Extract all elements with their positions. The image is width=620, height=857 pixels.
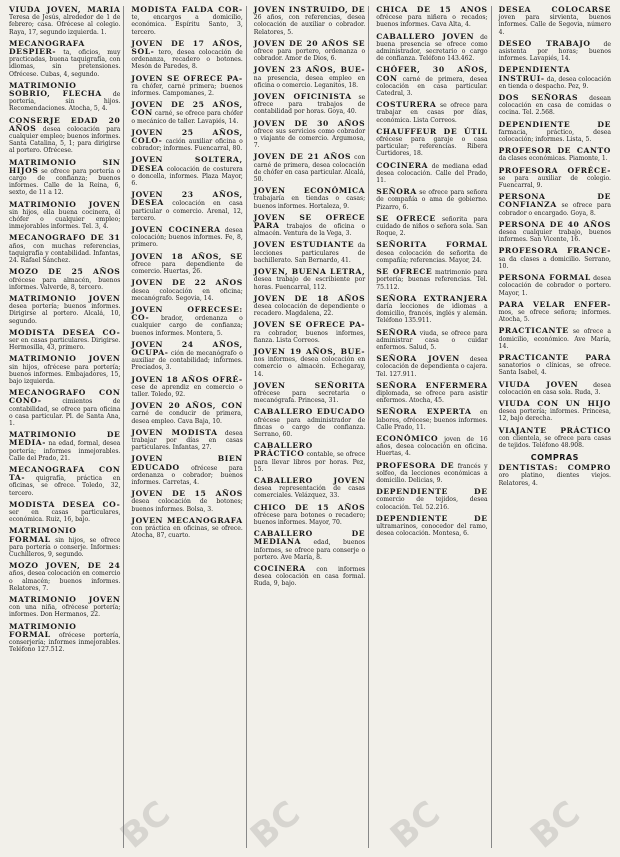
ad-heading: PERSONA DE CONFIANZA bbox=[498, 192, 611, 210]
classified-ad bbox=[499, 147, 611, 162]
ad-heading: PRACTICANTE PARA bbox=[498, 352, 611, 362]
watermark: BC bbox=[113, 793, 178, 857]
classified-ad bbox=[499, 327, 611, 350]
ad-heading: JOVEN DE 25 AÑOS, CON bbox=[131, 100, 243, 118]
ad-body: ofrécese para niñera o recados; buenos informes. Cava Alta, 4. bbox=[376, 14, 488, 29]
ad-body: con una niña, ofrécese portería; informes. Don Hermanos, 22. bbox=[9, 604, 121, 619]
ad-heading: CABALLERO JOVEN bbox=[376, 31, 475, 41]
ad-body: comercio de tejidos, desea colocación. Tel. 52.216. bbox=[376, 496, 488, 511]
classified-ad bbox=[254, 382, 365, 405]
ad-body: se ofrece a domicilio, económico. Ave María, 14. bbox=[498, 328, 611, 350]
classified-ad bbox=[131, 101, 242, 125]
ad-heading: JOVEN 23 AÑOS, DESEA bbox=[131, 190, 243, 208]
ad-heading: MECANOGRAFA CON TA- bbox=[9, 464, 121, 483]
ad-heading: MATRIMONIO SIN HIJOS bbox=[9, 157, 121, 175]
ad-heading: COCINERA bbox=[253, 564, 306, 573]
ad-body: desea colocación de botones; buenos informes. Bolsa, 3. bbox=[131, 498, 243, 513]
classified-ad bbox=[131, 40, 242, 71]
ad-body: farmacia, práctico, desea colocación; informes. Lista, 5. bbox=[498, 128, 611, 144]
ad-heading: MATRIMONIO JOVEN bbox=[9, 354, 121, 364]
ad-heading: CABALLERO PRÁCTICO bbox=[253, 441, 313, 459]
ad-heading: MOZO DE 25 AÑOS bbox=[9, 267, 121, 277]
classified-ad bbox=[254, 153, 365, 183]
classified-ad bbox=[131, 191, 242, 222]
ad-body: se ofrece para portería o cargo de confianza; buenos informes. Calle de la Reina, 6, sexto, de 11 a 12. bbox=[9, 167, 121, 197]
classified-ad bbox=[131, 341, 242, 372]
ad-body: ofrécese para almacén, buenos informes. Valverde, 8, tercero. bbox=[9, 276, 121, 291]
ad-body: sin hijos, ofrécese para portería; buenos informes. Embajadores, 15, bajo izquierda. bbox=[9, 363, 121, 385]
ad-body: con carné de primera, desea colocación de chófer en casa particular. Alcalá, 50. bbox=[253, 154, 366, 184]
ad-heading: JOVEN SE OFRECE PA- bbox=[131, 73, 243, 83]
classified-ad bbox=[9, 40, 120, 78]
ad-heading: PERSONA FORMAL bbox=[498, 273, 591, 283]
ad-body: contable, se ofrece para llevar libros por horas. Pez, 15. bbox=[253, 451, 366, 473]
ad-body: señorita para cuidado de niños o señora sola. San Roque, 2. bbox=[376, 215, 488, 238]
ad-body: matrimonio para portería; buenas referencias. Tel. 75.112. bbox=[376, 269, 488, 291]
classified-ad bbox=[499, 221, 611, 244]
classified-ad bbox=[131, 279, 242, 302]
ad-body: ofrécese para administrador de fincas o cargo de confianza. Serrano, 60. bbox=[253, 416, 366, 438]
ad-body: ultramarinos, conocedor del ramo, desea colocación. Montesa, 6. bbox=[376, 522, 488, 538]
classified-ad bbox=[499, 464, 611, 487]
ad-heading: SEÑORA EXTRANJERA bbox=[376, 293, 488, 303]
classified-ad bbox=[499, 381, 611, 396]
ad-heading: VIUDA JOVEN, MARIA bbox=[9, 6, 121, 14]
ad-body: cimientos de contabilidad, se ofrece para oficina o casa particular. Pl. de Santa Ana, 1. bbox=[9, 398, 121, 427]
ad-heading: JOVEN COCINERA bbox=[131, 225, 221, 235]
ad-body: ofrece para dependiente de comercio. Huertas, 26. bbox=[131, 260, 243, 276]
ad-body: ra chófer, carné primera; buenos informes. Campomanes, 2. bbox=[131, 82, 243, 98]
classified-ad bbox=[376, 128, 487, 158]
ad-body: cación auxiliar oficina o cobrador; informes. Fuencarral, 80. bbox=[131, 138, 243, 153]
classified-ad bbox=[376, 162, 487, 185]
ad-body: con práctica en oficinas, se ofrece. Atocha, 87, cuarto. bbox=[131, 524, 243, 540]
ad-body: tero, desea colocación de ordenanza, recadero o botones. Mesón de Paredes, 8. bbox=[131, 49, 243, 71]
ad-heading: JOVEN SE OFRECE PARA bbox=[253, 212, 366, 231]
classified-ad bbox=[376, 33, 487, 63]
classified-ad bbox=[254, 214, 365, 238]
ad-body: colocación en casa particular o comercio. Arenal, 12, tercero. bbox=[131, 200, 243, 222]
ad-body: 26 años, con referencias, desea colocación de auxiliar o cobrador. Relatores, 5. bbox=[253, 14, 366, 36]
ad-body: te, encargos a domicilio, económica. Espíritu Santo, 3, tercero. bbox=[131, 14, 243, 36]
classified-ad bbox=[499, 400, 611, 423]
ad-body: da lecciones particulares de bachillerato. San Bernardo, 41. bbox=[253, 242, 366, 264]
ad-heading: PROFESORA DE bbox=[376, 460, 455, 470]
classified-ad bbox=[9, 562, 120, 592]
ad-body: carné, se ofrece para chófer o mecánico de taller. Lavapiés, 14. bbox=[131, 110, 243, 125]
classified-ad bbox=[254, 530, 365, 561]
ad-heading: MECANOGRAFO DE 31 bbox=[9, 233, 121, 243]
ad-body: carné de conducir de primera, desea empleo. Cava Baja, 10. bbox=[131, 410, 243, 425]
ad-body: Teresa de Jesús, alrededor de 1 de febrero; casa. Ofrécese al colegio. Raya, 17, segundo izquierda. 1. bbox=[9, 14, 121, 36]
section-heading: COMPRAS bbox=[530, 453, 579, 463]
ad-body: ofrécese para secretaria o mecanógrafa. Princesa, 31. bbox=[253, 389, 366, 405]
ad-heading: PRACTICANTE bbox=[498, 326, 569, 336]
ad-body: se ofrece para señora de compañía o ama de gobierno. Pizarro, 6. bbox=[376, 189, 488, 211]
classified-ad bbox=[131, 517, 242, 540]
classified-ad bbox=[9, 201, 120, 231]
ad-heading: SEÑORA bbox=[376, 187, 417, 197]
ad-body: desea colocación de dependienta o cajera. Tel. 127.911. bbox=[376, 356, 488, 378]
classified-ad bbox=[131, 490, 242, 513]
ad-heading: JOVEN ECONÓMICA bbox=[253, 186, 366, 196]
ad-heading: JOVEN INSTRUIDO, DE bbox=[253, 6, 366, 14]
ad-heading: COCINERA bbox=[376, 160, 429, 170]
ad-body: mos, se ofrece señora; informes. Atocha, 5. bbox=[498, 308, 611, 324]
classified-ad bbox=[499, 121, 611, 144]
ad-body: desea cualquier trabajo, buenos informes. San Vicente, 16. bbox=[498, 229, 611, 244]
ad-heading: JOVEN DE 21 AÑOS bbox=[253, 152, 352, 162]
ad-heading: JOVEN OFICINISTA bbox=[253, 92, 352, 102]
classified-ad bbox=[254, 408, 365, 438]
ad-body: carné de primera, desea colocación en casa particular. Catedral, 3. bbox=[376, 75, 488, 98]
classified-ad bbox=[376, 268, 487, 291]
ad-body: na presencia, desea empleo en oficina o comercio. Leganitos, 18. bbox=[253, 74, 366, 89]
ad-body: joven para sirvienta, buenos informes. Calle de Segovia, número 4. bbox=[498, 14, 611, 36]
classified-ad bbox=[131, 455, 242, 486]
watermark: BC bbox=[383, 793, 448, 857]
classified-ad bbox=[376, 66, 487, 97]
ad-heading: CABALLERO JOVEN bbox=[253, 475, 366, 485]
ad-heading: MODISTA DESEA CO- bbox=[9, 499, 121, 509]
classified-ad bbox=[376, 355, 487, 378]
ad-body: ser en casas particulares, económica. Ruiz, 16, bajo. bbox=[9, 508, 121, 524]
ad-heading: DEPENDIENTE DE bbox=[376, 513, 488, 523]
ad-body: trabajaría en tiendas o casas; buenos informes. Hortaleza, 9. bbox=[253, 195, 366, 210]
classified-ad bbox=[499, 247, 611, 270]
ad-heading: SEÑORA JOVEN bbox=[376, 354, 460, 364]
classified-ad bbox=[9, 82, 120, 113]
ad-body: desea colocación; buenos informes. Fe, 8, primero. bbox=[131, 227, 243, 249]
ad-heading: DEPENDIENTA INSTRUI- bbox=[498, 65, 570, 83]
classified-ad bbox=[376, 462, 487, 485]
classified-ad bbox=[376, 408, 487, 431]
column-4 bbox=[373, 6, 491, 848]
ad-body: se para auxiliar de colegio. Fuencarral, 9. bbox=[498, 174, 611, 190]
classified-ad bbox=[9, 431, 120, 462]
classified-ad bbox=[254, 120, 365, 150]
ad-body: ofrécese para ordenanza o cobrador; buenos informes. Carretas, 4. bbox=[131, 464, 243, 486]
classified-ad bbox=[254, 241, 365, 264]
ad-heading: MATRIMONIO JOVEN bbox=[9, 595, 121, 605]
ad-body: desea colocación en casa sola. Ruda, 3. bbox=[498, 381, 612, 396]
ad-heading: PERSONA DE 40 AÑOS bbox=[498, 219, 611, 229]
ad-body: desea trabajar por días en casas particulares. Infantas, 27. bbox=[131, 429, 243, 452]
ad-heading: JOVEN 24 AÑOS, OCUPA- bbox=[131, 339, 243, 357]
classified-ad bbox=[499, 6, 611, 36]
ad-body: sin hijos, se ofrece para portería o conserje. Informes: Cuchilleros, 9, segundo. bbox=[9, 536, 121, 558]
ad-body: brador, ordenanza o cualquier cargo de confianza; buenos informes. Montera, 5. bbox=[131, 315, 243, 337]
ad-heading: JOVEN DE 17 AÑOS, SOL- bbox=[131, 38, 243, 57]
ad-heading: CONSERJE EDAD 20 AÑOS bbox=[9, 115, 121, 133]
ad-heading: JOVEN SOLTERA, DESEA bbox=[131, 155, 243, 173]
classified-ad bbox=[131, 75, 242, 98]
ad-heading: JOVEN SEÑORITA bbox=[253, 380, 366, 390]
ad-body: ta, oficios, muy practicadas, buena taquigrafía, con idiomas, sin pretensiones. Ofrécese. Cubas, 4, segundo. bbox=[9, 49, 121, 78]
ad-heading: COSTURERA bbox=[376, 100, 437, 110]
ad-body: desea colocación de cobrador o portero. Mayor, 1. bbox=[498, 275, 611, 297]
classified-ad bbox=[376, 241, 487, 264]
ad-heading: JOVEN 18 AÑOS OFRÉ- bbox=[131, 374, 243, 384]
classified-ad bbox=[131, 253, 242, 276]
ad-heading: DESEO TRABAJO bbox=[498, 38, 591, 48]
ad-body: sanatorios o clínicas, se ofrece. Santa Isabel, 4. bbox=[498, 362, 611, 377]
ad-heading: DENTISTAS: COMPRO bbox=[498, 463, 611, 473]
ad-heading: JOVEN DE 15 AÑOS bbox=[131, 489, 243, 499]
ad-body: se ofrece para cobrador o encargado. Goya, 8. bbox=[498, 202, 611, 217]
ad-heading: JOVEN MECANOGRAFA bbox=[131, 515, 243, 525]
ad-body: nos informes, desea colocación en comercio o almacén. Echegaray, 14. bbox=[253, 356, 366, 378]
classified-ad bbox=[9, 6, 120, 36]
ad-heading: JOVEN ESTUDIANTE bbox=[253, 240, 355, 250]
ad-heading: JOVEN 20 AÑOS, CON bbox=[131, 401, 243, 411]
classified-ad bbox=[131, 226, 242, 249]
ad-heading: SE OFRECE bbox=[376, 267, 433, 277]
classified-ad bbox=[499, 427, 611, 450]
ad-heading: JOVEN, BUENA LETRA, bbox=[253, 267, 366, 277]
ad-body: ofrécese para garaje o casa particular; referencias. Ribera Curtidores, 18. bbox=[376, 136, 488, 158]
ad-body: desea colocación de dependiente o recadero. Magdalena, 22. bbox=[253, 302, 366, 318]
ad-heading: JOVEN DE 20 AÑOS SE bbox=[253, 38, 366, 48]
ad-heading: SEÑORA EXPERTA bbox=[376, 407, 472, 417]
classified-ad bbox=[9, 501, 120, 524]
classified-ad bbox=[131, 429, 242, 452]
classified-ad bbox=[254, 268, 365, 291]
classified-ad bbox=[254, 321, 365, 344]
classified-ad bbox=[499, 94, 611, 117]
classified-ad bbox=[254, 442, 365, 473]
classified-ad bbox=[131, 306, 242, 337]
column-3 bbox=[251, 6, 369, 848]
ad-heading: CABALLERO DE MEDIANA bbox=[253, 529, 366, 547]
ad-heading: CHICO DE 15 AÑOS bbox=[253, 502, 366, 512]
ad-heading: MATRIMONIO FORMAL bbox=[9, 526, 77, 544]
column-5 bbox=[496, 6, 614, 848]
ad-heading: MATRIMONIO JOVEN bbox=[9, 293, 121, 303]
classified-ad bbox=[9, 159, 120, 197]
classified-ad bbox=[376, 435, 487, 458]
ad-body: ofrécese para botones o recadero; buenos informes. Mayor, 70. bbox=[253, 511, 366, 526]
ad-body: da clases económicas. Piamonte, 1. bbox=[498, 155, 608, 163]
classified-ad bbox=[499, 40, 611, 63]
classified-ad bbox=[9, 466, 120, 497]
classified-ad bbox=[131, 6, 242, 36]
ad-heading: MOZO JOVEN, DE 24 bbox=[9, 561, 121, 571]
classified-ad bbox=[376, 488, 487, 511]
classified-ad bbox=[376, 329, 487, 352]
classified-ad bbox=[376, 215, 487, 238]
classified-ad bbox=[499, 274, 611, 297]
ad-body: oro platino, dientes viejos. Relatores, 4. bbox=[498, 472, 611, 487]
classified-ad bbox=[376, 382, 487, 405]
ad-heading: MATRIMONIO SOBRIO, FLECHA bbox=[9, 80, 102, 99]
classified-ad bbox=[254, 504, 365, 527]
ad-heading: MATRIMONIO DE MEDIA- bbox=[9, 430, 121, 448]
watermark: BC bbox=[523, 793, 588, 857]
column-2 bbox=[128, 6, 246, 848]
ad-body: en labores, ofrécese; buenos informes. Calle Prado, 11. bbox=[376, 409, 488, 431]
ad-heading: DEPENDIENTE DE bbox=[376, 487, 488, 497]
ad-heading: MATRIMONIO JOVEN bbox=[9, 199, 121, 209]
ad-body: con informes desea colocación en casa formal. Ruda, 9, bajo. bbox=[253, 566, 366, 588]
ad-body: daría lecciones de idiomas a domicilio, francés, inglés y alemán. Teléfono 135.911. bbox=[376, 302, 488, 325]
ad-body: quigrafía, práctica en oficinas, se ofrece. Toledo, 32, tercero. bbox=[9, 475, 121, 497]
ad-body: trabajos de oficina o almacén. Ventura de la Vega, 3. bbox=[253, 223, 366, 238]
ad-body: desea portería; buenos informes. Dirigirse al portero. Alcalá, 10, segundo. bbox=[9, 303, 121, 325]
ad-body: edad, buenos informes, se ofrece para conserje o portero. Ave María, 8. bbox=[253, 539, 366, 561]
ad-body: años, con muchas referencias, taquigrafía y contabilidad. Infantas, 24. Rafael Sánchez. bbox=[9, 242, 121, 265]
classified-ad bbox=[9, 234, 120, 264]
column-1 bbox=[6, 6, 124, 848]
ad-heading: SEÑORITA FORMAL bbox=[376, 240, 488, 250]
ad-heading: JOVEN DE 30 AÑOS bbox=[253, 118, 366, 128]
classified-ad bbox=[376, 515, 487, 538]
ad-body: desea colocación en oficina; mecanógrafo. Segovia, 14. bbox=[131, 287, 243, 302]
ad-body: de asistenta por horas; buenos informes. Lavapiés, 14. bbox=[498, 40, 611, 63]
ad-body: con clientela, se ofrece para casas de tejidos. Teléfono 48.908. bbox=[498, 434, 611, 449]
classified-ad bbox=[376, 6, 487, 29]
ad-body: ofrece sus servicios como cobrador o viajante de comercio. Argumosa, 7. bbox=[253, 127, 366, 150]
classified-ad bbox=[254, 40, 365, 63]
ad-heading: VIUDA CON UN HIJO bbox=[498, 398, 611, 408]
classified-ad bbox=[254, 565, 365, 588]
ad-heading: JOVEN 23 AÑOS, BUE- bbox=[253, 65, 366, 75]
classified-ad bbox=[376, 188, 487, 211]
ad-body: de buena presencia se ofrece como administrador, secretario o cargo de confianza. Teléfono 143.462. bbox=[376, 33, 488, 63]
classified-ad bbox=[9, 355, 120, 385]
classified-ad bbox=[254, 66, 365, 89]
ad-body: de portería, sin hijos. Recomendaciones. Atocha, 5, 4. bbox=[9, 91, 121, 113]
ad-body: desea trabajo de escribiente por horas. Fuencarral, 112. bbox=[253, 276, 366, 291]
ad-body: viuda, se ofrece para administrar casa o cuidar enfermos. Salud, 5. bbox=[376, 329, 488, 351]
classified-ad bbox=[499, 66, 611, 90]
classified-ad bbox=[254, 6, 365, 36]
ad-heading: MECANOGRAFO CON CONO- bbox=[9, 388, 121, 406]
ad-heading: CHAUFFEUR DE ÚTIL bbox=[376, 126, 488, 136]
classified-ad bbox=[131, 129, 242, 153]
ad-heading: DEPENDIENTE DE bbox=[498, 119, 611, 129]
ad-body: ofrécese portería, conserjería; informes inmejorables. Teléfono 127.512. bbox=[9, 631, 121, 654]
classified-ad bbox=[9, 527, 120, 558]
ad-body: na edad, formal, desea portería; informes inmejorables. Calle del Prado, 21. bbox=[9, 440, 121, 462]
ad-heading: JOVEN 25 AÑOS, COLO- bbox=[131, 127, 243, 146]
ad-heading: JOVEN DE 18 AÑOS bbox=[253, 293, 366, 303]
classified-ad bbox=[9, 623, 120, 654]
ad-heading: PROFESORA OFRÉCE- bbox=[498, 165, 611, 175]
ad-body: ción de mecanógrafo o auxiliar de contabilidad; informes. Preciados, 3. bbox=[131, 349, 243, 372]
ad-body: años, desea colocación en comercio o almacén; buenos informes. Relatores, 7. bbox=[9, 570, 121, 592]
ad-body: desea representación de casas comerciales. Velázquez, 33. bbox=[253, 485, 366, 500]
classified-ad bbox=[131, 156, 242, 187]
ad-body: ofrece para portero, ordenanza o cobrador. Amor de Dios, 6. bbox=[253, 48, 366, 63]
ad-body: sa da clases a domicilio. Serrano, 10. bbox=[498, 255, 611, 270]
classified-ad bbox=[9, 329, 120, 352]
ad-body: desea colocación de señorita de compañía; referencias. Mayor, 24. bbox=[376, 249, 488, 264]
ad-heading: JOVEN OFRECESE: CO- bbox=[131, 304, 243, 323]
ad-heading: VIUDA JOVEN bbox=[498, 379, 579, 389]
classified-ad bbox=[254, 187, 365, 210]
classified-ad bbox=[499, 301, 611, 324]
ad-heading: JOVEN 19 AÑOS, BUE- bbox=[253, 346, 366, 356]
ad-heading: JOVEN SE OFRECE PA- bbox=[253, 320, 366, 330]
classified-ad bbox=[131, 376, 242, 399]
ad-heading: DESEA COLOCARSE bbox=[498, 6, 611, 14]
ad-heading: SEÑORA bbox=[376, 327, 417, 337]
ad-heading: SE OFRECE bbox=[376, 213, 436, 223]
ad-heading: MATRIMONIO FORMAL bbox=[9, 621, 77, 639]
ad-body: cese de aprendiz en comercio o taller. Toledo, 92. bbox=[131, 383, 243, 398]
watermark: BC bbox=[243, 793, 308, 857]
classified-ad bbox=[254, 348, 365, 378]
ad-heading: ECONÓMICO bbox=[376, 433, 439, 443]
classified-ad bbox=[499, 193, 611, 217]
ad-heading: MODISTA DESEA CO- bbox=[9, 327, 121, 337]
classified-ad bbox=[254, 295, 365, 318]
ad-body: desea portería; informes. Princesa, 12, bajo derecha. bbox=[498, 408, 611, 423]
ad-heading: PARA VELAR ENFER- bbox=[498, 299, 611, 309]
classified-ad bbox=[131, 402, 242, 425]
classified-ad bbox=[9, 389, 120, 427]
ad-heading: JOVEN MODISTA bbox=[131, 427, 218, 437]
ad-body: desean colocación en casa de comidas o cocina. Tel. 2.568. bbox=[498, 95, 611, 117]
ad-heading: JOVEN DE 22 AÑOS bbox=[131, 278, 243, 288]
ad-body: joven de 16 años, desea colocación en oficina. Huertas, 4. bbox=[376, 435, 488, 458]
ad-heading: MODISTA FALDA COR- bbox=[131, 6, 243, 14]
ad-heading: JOVEN 18 AÑOS, SE bbox=[131, 251, 243, 261]
ad-body: francés y solfeo, da lecciones económicas a domicilio. Delicias, 9. bbox=[376, 462, 488, 484]
ad-heading: CHICA DE 15 AÑOS bbox=[376, 6, 488, 14]
classified-ad bbox=[376, 295, 487, 325]
ad-body: ra cobrador, buenos informes, fianza. Lista Correos. bbox=[253, 329, 366, 344]
classified-ad bbox=[376, 101, 487, 124]
ad-heading: JOVEN BIEN EDUCADO bbox=[131, 454, 243, 472]
ad-heading: SEÑORA ENFERMERA bbox=[376, 380, 488, 390]
classified-ad bbox=[499, 354, 611, 377]
ad-heading: PROFESORA FRANCE- bbox=[498, 246, 611, 256]
ad-body: diplomada, se ofrece para asistir enfermos. Atocha, 45. bbox=[376, 389, 488, 405]
ad-body: se ofrece para trabajar en casas por días, económica. Lista Correos. bbox=[376, 102, 488, 124]
ad-heading: MECANOGRAFA DESPIER- bbox=[9, 38, 85, 57]
ad-body: de mediana edad desea colocación. Calle del Prado, 11. bbox=[376, 162, 488, 185]
classified-ad bbox=[254, 93, 365, 116]
classified-ad bbox=[254, 477, 365, 500]
ad-body: sin hijos, ella buena cocinera, él chófer o cualquier empleo; inmejorables informes. Tel. 3, 4. bbox=[9, 208, 121, 231]
ad-body: da, desea colocación en tienda o despacho. Pez, 9. bbox=[498, 75, 611, 90]
classified-ad bbox=[9, 596, 120, 619]
ad-body: ser en casas particulares. Dirigirse. Hermosilla, 43, primero. bbox=[9, 336, 121, 352]
classified-ad bbox=[9, 117, 120, 155]
ad-heading: VIAJANTE PRÁCTICO bbox=[498, 425, 611, 435]
ad-heading: CABALLERO EDUCADO bbox=[253, 407, 366, 417]
ad-body: colocación de costurera o doncella, informes. Plaza Mayor, 6. bbox=[131, 165, 243, 188]
ad-heading: CHÓFER, 30 AÑOS, CON bbox=[376, 65, 488, 83]
classified-ad bbox=[9, 295, 120, 325]
ad-heading: PROFESOR DE CANTO bbox=[498, 146, 611, 156]
ad-body: desea colocación para cualquier empleo; buenos informes. Santa Catalina, 5, 1; para dirigirse al portero. Ofrécese. bbox=[9, 125, 121, 155]
ad-body: se ofrece para trabajos de contabilidad por horas. Goya, 40. bbox=[253, 94, 366, 116]
classified-ad bbox=[499, 167, 611, 190]
classified-ad bbox=[9, 268, 120, 291]
ad-heading: DOS SEÑORAS bbox=[498, 93, 579, 103]
classifieds-page bbox=[6, 6, 614, 848]
